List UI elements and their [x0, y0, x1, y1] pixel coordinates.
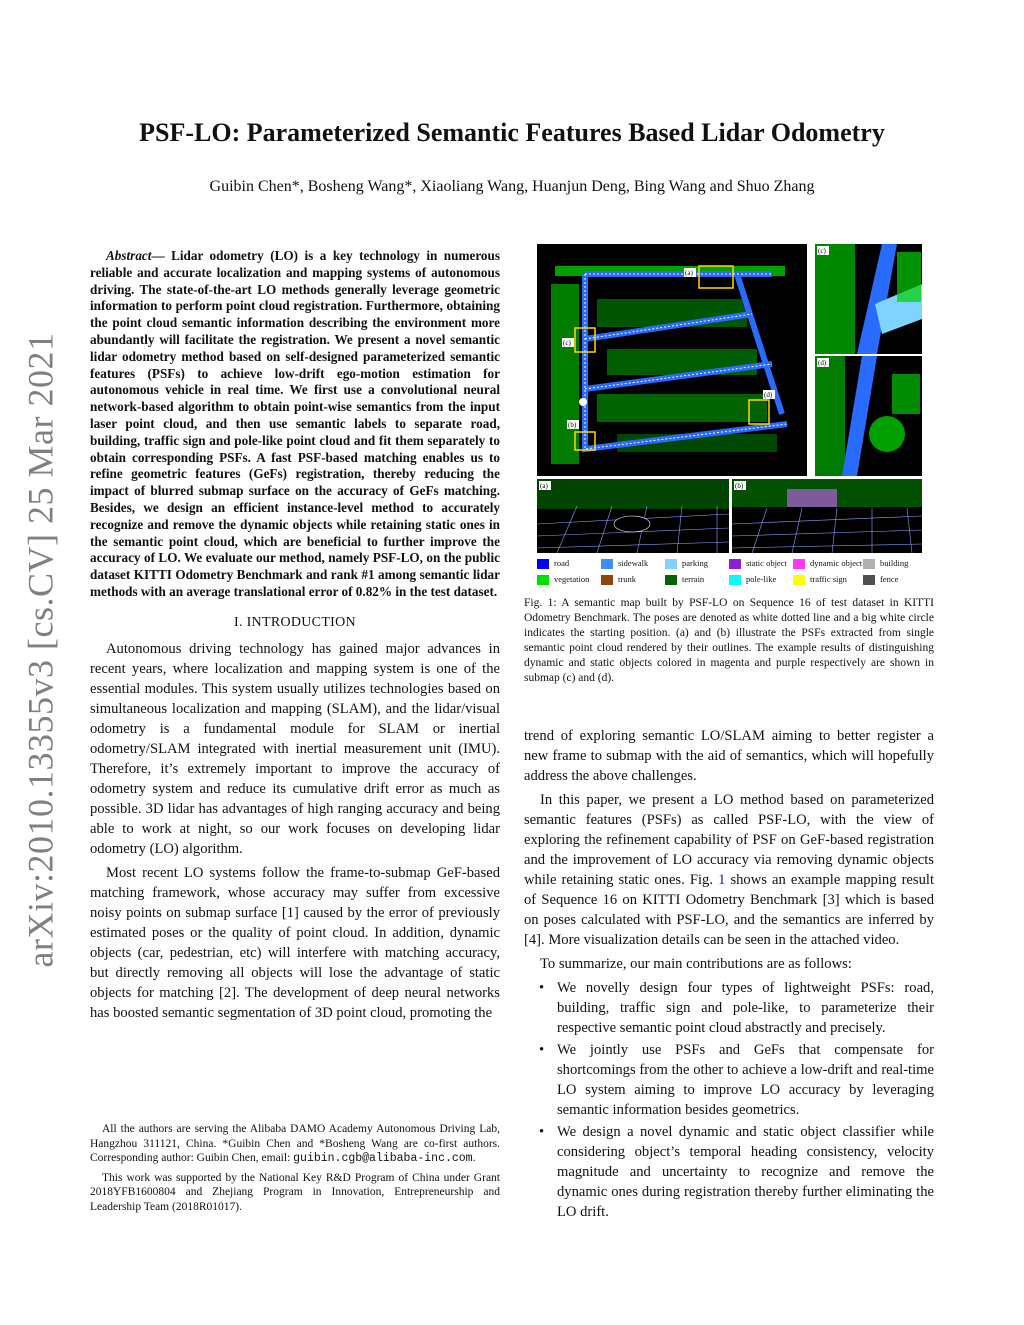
author-email[interactable]: guibin.cgb@alibaba-inc.com — [293, 1152, 473, 1165]
legend-item-building — [863, 556, 908, 570]
intro-paragraph-3 — [524, 790, 934, 950]
label-a-map: (a) — [685, 269, 693, 277]
arxiv-sidebar — [10, 332, 70, 968]
right-column — [524, 726, 934, 1224]
contributions-intro: To summarize, our main contributions are as follows: — [540, 956, 852, 972]
legend-item-vegetation — [537, 572, 589, 586]
legend-item-static-object — [729, 556, 787, 570]
legend-swatch — [665, 575, 677, 585]
legend-label: vegetation — [554, 574, 590, 584]
abstract-text: — Lidar odometry (LO) is a key technology in numerous reliable and accurate localization and mapping systems of autonomous driving. The state-of-the-art LO methods generally leverage geometric information to perform point cloud registration. Furthermore, obtaining the point cloud semantic information describing the environment more abundantly will facilitate the registration. We present a novel semantic lidar odometry method based on self-designed parameterized semantic features (PSFs) to achieve low-drift ego-motion estimation for autonomous vehicle in real time. We first use a convolutional neural network-based algorithm to obtain point-wise semantics from the input laser point cloud, and then use semantic labels to separate road, building, traffic sign and pole-like point cloud and fit them separately to obtain corresponding PSFs. A fast PSF-based matching enables us to refine geometric features (GeFs) registration, thereby reducing the impact of blurred submap surface on the accuracy of GeFs matching. Besides, we design an efficient instance-level method to accurately recognize and remove the dynamic objects while retaining static ones in the semantic point cloud, which are beneficial to further improve the accuracy of LO. We evaluate our method, namely PSF-LO, on the public dataset KITTI Odometry Benchmark and rank #1 among semantic lidar methods with an average translational error of 0.82% in the test dataset. — [90, 248, 500, 599]
figure-legend — [537, 555, 922, 587]
legend-label: trunk — [618, 574, 636, 584]
legend-swatch — [729, 559, 741, 569]
legend-item-traffic-sign — [793, 572, 847, 586]
footnote-affiliation — [90, 1122, 500, 1167]
figure-1-image — [537, 244, 922, 555]
contribution-item: • We jointly use PSFs and GeFs that compensate for shortcomings from the other to achieve a low-drift and real-time LO system aiming to improve LO accuracy by leveraging semantic information besides geometrics. — [524, 1040, 934, 1120]
legend-label: traffic sign — [810, 574, 847, 584]
section-heading-introduction: I. INTRODUCTION — [234, 614, 356, 630]
label-a-panel: (a) — [540, 482, 548, 490]
legend-label: static object — [746, 558, 787, 568]
legend-item-trunk — [601, 572, 636, 586]
start-position-marker — [579, 398, 587, 406]
legend-swatch — [537, 575, 549, 585]
legend-swatch — [793, 559, 805, 569]
figure-1-caption: Fig. 1: A semantic map built by PSF-LO on Sequence 16 of test dataset in KITTI Odometry Benchmark. The poses are denoted as white dotted line and a big white circle indicates the starting position. (a) and (b) illustrate the PSFs extracted from single semantic point cloud rendered by their outlines. The example results of distinguishing dynamic and static objects colored in magenta and purple respectively are shown in submap (c) and (d). — [524, 597, 934, 684]
legend-swatch — [729, 575, 741, 585]
legend-label: fence — [880, 574, 899, 584]
legend-swatch — [863, 559, 875, 569]
footnotes — [90, 1122, 500, 1218]
intro-paragraph-3-start: In this paper, we present a LO method based on parameterized semantic features (PSFs) as called PSF-LO, with the view of exploring the refinement capability of PSF on GeF-based registration and the improvement of LO accuracy via removing dynamic objects while retaining static ones. Fig. — [524, 792, 934, 888]
legend-label: road — [554, 558, 570, 568]
legend-label: terrain — [682, 574, 705, 584]
left-column — [90, 248, 500, 1023]
legend-swatch — [601, 559, 613, 569]
figure-1 — [537, 244, 922, 587]
intro-paragraph-3-end: shows an example mapping result of Sequence 16 on KITTI Odometry Benchmark [3] which is based on poses calculated with PSF-LO, and the semantics are inferred by [4]. More visualization details can be seen in the attached video. — [524, 872, 934, 948]
legend-item-terrain — [665, 572, 704, 586]
label-c-submap: (c) — [818, 247, 826, 255]
legend-swatch — [793, 575, 805, 585]
abstract — [90, 248, 500, 601]
label-d-map: (d) — [764, 391, 773, 399]
legend-swatch — [601, 575, 613, 585]
intro-paragraph-continued: trend of exploring semantic LO/SLAM aiming to better register a new frame to submap with the aid of semantics, which will hopefully address the above challenges. — [524, 728, 934, 784]
legend-item-road — [537, 556, 569, 570]
legend-label: pole-like — [746, 574, 777, 584]
label-d-submap: (d) — [818, 359, 827, 367]
paper-authors: Guibin Chen*, Bosheng Wang*, Xiaoliang Wang, Huanjun Deng, Bing Wang and Shuo Zhang — [209, 178, 815, 195]
legend-label: dynamic object — [810, 558, 863, 568]
legend-item-fence — [863, 572, 898, 586]
footnote-funding: This work was supported by the National Key R&D Program of China under Grant 2018YFB1600804 and Zhejiang Program in Innovation, Entrepreneurship and Leadership Team (2018R01017). — [90, 1171, 500, 1213]
contribution-item: • We novelly design four types of lightweight PSFs: road, building, traffic sign and pole-like, to parameterize their respective semantic point cloud abstractly and precisely. — [524, 978, 934, 1038]
figure-1-reference-link[interactable]: 1 — [718, 872, 726, 888]
legend-item-sidewalk — [601, 556, 648, 570]
legend-swatch — [537, 559, 549, 569]
arxiv-identifier: arXiv:2010.13355v3 [cs.CV] 25 Mar 2021 — [20, 332, 61, 968]
paper-title: PSF-LO: Parameterized Semantic Features Based Lidar Odometry — [139, 118, 885, 147]
legend-label: building — [880, 558, 909, 568]
legend-label: parking — [682, 558, 708, 568]
legend-item-dynamic-object — [793, 556, 862, 570]
contributions-list — [524, 978, 934, 1222]
legend-item-parking — [665, 556, 708, 570]
legend-swatch — [863, 575, 875, 585]
abstract-label: Abstract — [106, 248, 152, 263]
footnote-affiliation-text: All the authors are serving the Alibaba DAMO Academy Autonomous Driving Lab, Hangzhou 311121, China. *Guibin Chen and *Bosheng Wang are co-first authors. Corresponding author: Guibin Chen, email: — [90, 1123, 500, 1164]
label-b-map: (b) — [568, 421, 577, 429]
intro-paragraph-1: Autonomous driving technology has gained major advances in recent years, where localization and mapping system is one of the essential modules. This system usually utilizes technologies based on simultaneous localization and mapping (SLAM), and the lidar/visual odometry is a fundamental module for SLAM or inertial odometry/SLAM integrated with inertial measurement unit (IMU). Therefore, it’s extremely important to improve the accuracy of odometry system and reduce its cumulative drift error as much as possible. 3D lidar has advantages of high ranging accuracy and being able to work at night, so our work focuses on developing lidar odometry (LO) algorithm. — [90, 640, 500, 857]
legend-item-pole-like — [729, 572, 776, 586]
footnote-affiliation-end: . — [472, 1152, 476, 1164]
label-b-panel: (b) — [735, 482, 744, 490]
legend-label: sidewalk — [618, 558, 649, 568]
label-c-map: (c) — [563, 339, 571, 347]
legend-swatch — [665, 559, 677, 569]
intro-paragraph-2: Most recent LO systems follow the frame-to-submap GeF-based matching framework, whose accuracy may suffer from excessive noisy points on submap surface [1] caused by the error of previously estimated poses or the quality of point cloud. In addition, dynamic objects (car, pedestrian, etc) will interfere with matching accuracy, but directly removing all objects will lose the advantage of static objects for matching [2]. The development of deep neural networks has boosted semantic segmentation of 3D point cloud, promoting the — [90, 864, 500, 1021]
contribution-item: • We design a novel dynamic and static object classifier while considering object’s temporal heading consistency, velocity magnitude and uncertainty to recognize and remove the dynamic ones during registration thereby further eliminating the LO drift. — [524, 1122, 934, 1222]
